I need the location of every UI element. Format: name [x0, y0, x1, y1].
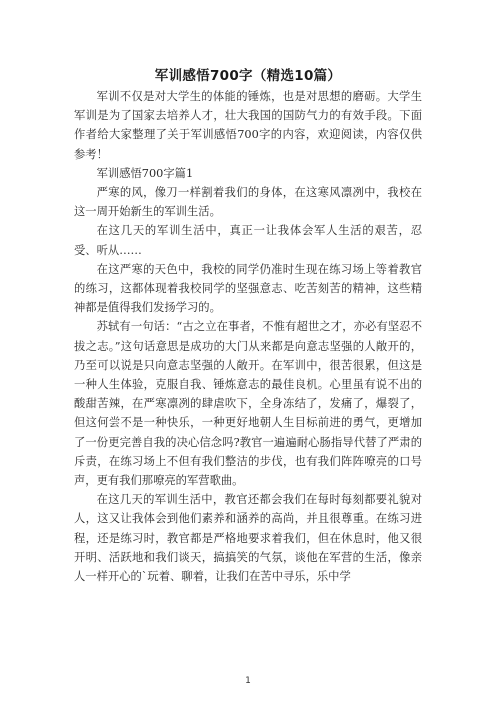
paragraph: 在这几天的军训生活中，教官还都会我们在每时每刻都要礼貌对人，这又让我体会到他们素养和涵养的高尚，并且很尊重。在练习进程，还是练习时，教官都是严格地要求着我们，但在休息时，他又很开明、活跃地和我们谈天，搞搞笑的气氛，谈他在军营的生活，像亲人一样开心的`玩着、聊着，让我们在苦中寻乐，乐中学	[74, 493, 422, 584]
section-heading: 军训感悟700字篇1	[96, 166, 194, 180]
paragraph: 苏轼有一句话：“古之立在事者，不惟有超世之才，亦必有坚忍不拔之志。”这句话意思是成功的大门从来都是向意志坚强的人敞开的，乃至可以说是只向意志坚强的人敞开。在军训中，很苦很累，但这是一种人生体验，克服自我、锤炼意志的最佳良机。心里虽有说不出的酸甜苦辣，在严寒凛冽的肆虐吹下，全身冻结了，发痛了，爆裂了，但这何尝不是一种快乐，一种更好地朝人生目标前进的勇气，更增加了一份更完善自我的决心信念吗?教官一遍遍耐心肠指导代替了严肃的斥责，在练习场上不但有我们整洁的步伐，也有我们阵阵嘹亮的口号声，更有我们那嘹亮的军营歌曲。	[74, 320, 422, 488]
paragraph: 在这几天的军训生活中，真正一让我体会军人生活的艰苦，忍受、听从……	[74, 224, 422, 257]
paragraph: 严寒的风，像刀一样割着我们的身体，在这寒风凛冽中，我校在这一周开始新生的军训生活。	[74, 186, 422, 219]
document-title: 军训感悟700字（精选10篇）	[154, 68, 342, 84]
document-body	[74, 87, 422, 586]
page-number: 1	[245, 676, 251, 686]
paragraph: 在这严寒的天色中，我校的同学仍准时生现在练习场上等着教官的练习，这都体现着我校同学的坚强意志、吃苦刻苦的精神，这些精神都是值得我们发扬学习的。	[74, 262, 422, 315]
paragraph-intro: 军训不仅是对大学生的体能的锤炼，也是对思想的磨砺。大学生军训是为了国家去培养人才，壮大我国的国防气力的有效手段。下面作者给大家整理了关于军训感悟700字的内容，欢迎阅读，内容仅供参考！	[74, 90, 422, 161]
